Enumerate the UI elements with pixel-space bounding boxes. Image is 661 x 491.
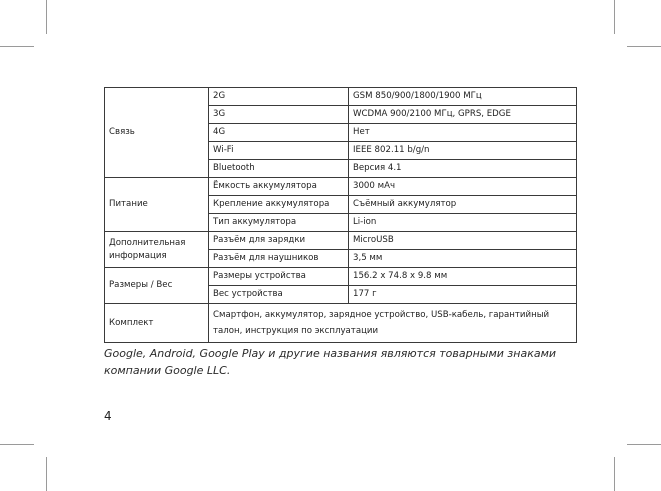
param-cell: Разъём для наушников xyxy=(209,250,349,268)
crop-mark-bottom-right-v xyxy=(614,457,615,491)
value-cell: WCDMA 900/2100 МГц, GPRS, EDGE xyxy=(349,106,577,124)
crop-mark-bottom-left-h xyxy=(0,444,34,445)
param-cell: Вес устройства xyxy=(209,286,349,304)
value-cell: Li-ion xyxy=(349,214,577,232)
trademark-note: Google, Android, Google Play и другие названия являются товарными знаками компании Google LLC. xyxy=(104,347,557,377)
value-cell: MicroUSB xyxy=(349,232,577,250)
param-cell: Крепление аккумулятора xyxy=(209,196,349,214)
crop-mark-top-left-v xyxy=(46,0,47,34)
param-cell: Разъём для зарядки xyxy=(209,232,349,250)
value-cell: IEEE 802.11 b/g/n xyxy=(349,142,577,160)
param-cell: Размеры устройства xyxy=(209,268,349,286)
value-cell: Версия 4.1 xyxy=(349,160,577,178)
crop-mark-bottom-left-v xyxy=(46,457,47,491)
crop-mark-top-right-h xyxy=(627,46,661,47)
value-cell: 3000 мАч xyxy=(349,178,577,196)
value-cell: GSM 850/900/1800/1900 МГц xyxy=(349,88,577,106)
table-row xyxy=(105,88,577,106)
crop-mark-top-right-v xyxy=(614,0,615,34)
value-cell: 156.2 x 74.8 x 9.8 мм xyxy=(349,268,577,286)
value-cell: 3,5 мм xyxy=(349,250,577,268)
value-cell: Нет xyxy=(349,124,577,142)
value-cell: 177 г xyxy=(349,286,577,304)
value-cell: Съёмный аккумулятор xyxy=(349,196,577,214)
param-cell: 4G xyxy=(209,124,349,142)
param-cell: Тип аккумулятора xyxy=(209,214,349,232)
param-cell: 2G xyxy=(209,88,349,106)
table-row xyxy=(105,304,577,343)
param-cell: Bluetooth xyxy=(209,160,349,178)
crop-mark-bottom-right-h xyxy=(627,444,661,445)
param-cell: Ёмкость аккумулятора xyxy=(209,178,349,196)
page-number: 4 xyxy=(104,409,112,423)
table-row xyxy=(105,178,577,196)
category-cell-dimensions-weight: Размеры / Вес xyxy=(105,268,209,304)
category-cell-power: Питание xyxy=(105,178,209,232)
crop-mark-top-left-h xyxy=(0,46,34,47)
category-cell-additional-info: Дополнительная информация xyxy=(105,232,209,268)
table-row xyxy=(105,268,577,286)
param-cell: Wi-Fi xyxy=(209,142,349,160)
category-cell-connectivity: Связь xyxy=(105,88,209,178)
param-cell: 3G xyxy=(209,106,349,124)
table-row xyxy=(105,232,577,250)
package-contents-cell: Смартфон, аккумулятор, зарядное устройство, USB-кабель, гарантийный талон, инструкция по эксплуатации xyxy=(209,304,577,343)
category-cell-package-contents: Комплект xyxy=(105,304,209,343)
specifications-table xyxy=(104,87,577,343)
